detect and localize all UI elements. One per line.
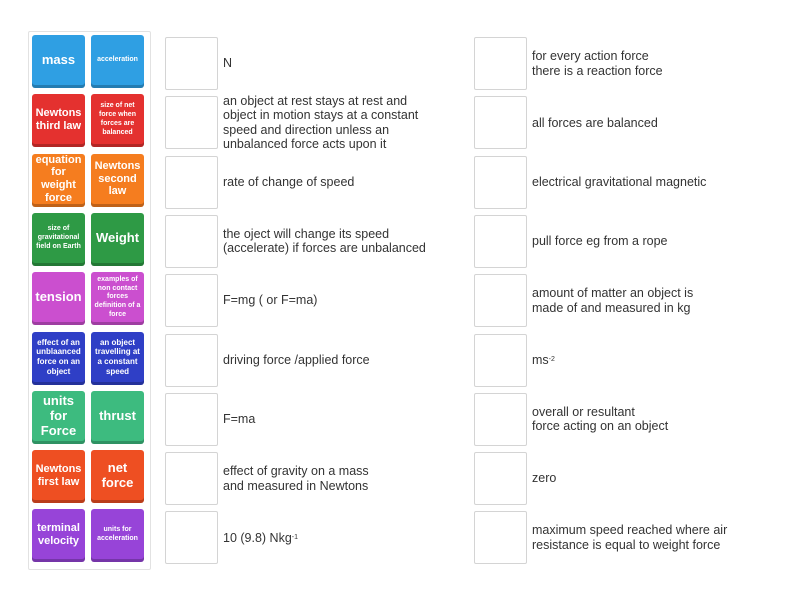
answer-tile[interactable]: thrust: [91, 391, 144, 444]
left-clue-label: the oject will change its speed (accelerate) if forces are unbalanced: [223, 226, 426, 256]
right-clue-text: [532, 334, 772, 387]
right-drop-slot[interactable]: [474, 96, 527, 149]
answer-tile[interactable]: Newtons first law: [32, 450, 85, 503]
answer-tile[interactable]: terminal velocity: [32, 509, 85, 562]
left-drop-slot[interactable]: [165, 334, 218, 387]
right-clue-label: amount of matter an object is made of and measured in kg: [532, 286, 694, 315]
right-clue-text: [532, 156, 772, 209]
right-clue-text: [532, 96, 772, 149]
answer-tile[interactable]: equation for weight force: [32, 154, 85, 207]
right-clue-label: ms: [532, 352, 549, 367]
left-clue-superscript: -1: [291, 533, 299, 541]
right-clue-superscript: -2: [548, 355, 555, 363]
right-drop-slot[interactable]: [474, 215, 527, 268]
right-drop-slot[interactable]: [474, 511, 527, 564]
answer-tile[interactable]: Weight: [91, 213, 144, 266]
left-drop-slot[interactable]: [165, 37, 218, 90]
right-clue-label: zero: [532, 471, 557, 486]
left-clue-text: [223, 37, 463, 90]
right-clue-text: [532, 511, 772, 564]
right-clue-label: overall or resultant force acting on an object: [532, 404, 669, 434]
left-clue-text: [223, 511, 463, 564]
left-drop-slot[interactable]: [165, 511, 218, 564]
answer-tile[interactable]: units for acceleration: [91, 509, 144, 562]
right-clue-label: maximum speed reached where air resistance is equal to weight force: [532, 523, 728, 552]
right-drop-slot[interactable]: [474, 452, 527, 505]
left-clue-label: driving force /applied force: [223, 352, 370, 367]
left-clue-text: [223, 452, 463, 505]
right-clue-label: electrical gravitational magnetic: [532, 174, 707, 189]
left-clue-label: an object at rest stays at rest and object in motion stays at a constant speed and direction unless an unbalanced force acts upon it: [223, 93, 419, 152]
answer-tile[interactable]: units for Force: [32, 391, 85, 444]
right-drop-slot[interactable]: [474, 156, 527, 209]
left-clue-label: rate of change of speed: [223, 174, 355, 189]
answer-tile[interactable]: tension: [32, 272, 85, 325]
right-drop-slot[interactable]: [474, 274, 527, 327]
right-clue-text: [532, 215, 772, 268]
left-drop-slot[interactable]: [165, 452, 218, 505]
left-drop-slot[interactable]: [165, 156, 218, 209]
answer-tile[interactable]: net force: [91, 450, 144, 503]
left-drop-slot[interactable]: [165, 215, 218, 268]
left-clue-text: [223, 393, 463, 446]
right-clue-label: for every action force there is a reaction force: [532, 49, 663, 78]
answer-tile[interactable]: Newtons third law: [32, 94, 85, 147]
answer-tile[interactable]: examples of non contact forces definition of a force: [91, 272, 144, 325]
answer-tile[interactable]: acceleration: [91, 35, 144, 88]
left-clue-text: [223, 215, 463, 268]
answer-tile[interactable]: mass: [32, 35, 85, 88]
right-clue-label: all forces are balanced: [532, 115, 658, 130]
left-clue-text: [223, 93, 463, 152]
answer-tile[interactable]: an object travelling at a constant speed: [91, 332, 144, 385]
answer-tile-bank: [28, 31, 151, 570]
left-clue-text: [223, 334, 463, 387]
right-clue-text: [532, 274, 772, 327]
right-clue-label: pull force eg from a rope: [532, 234, 668, 249]
right-clue-text: [532, 393, 772, 446]
left-clue-label: F=ma: [223, 412, 256, 427]
right-drop-slot[interactable]: [474, 393, 527, 446]
answer-tile[interactable]: size of net force when forces are balanced: [91, 94, 144, 147]
left-clue-label: N: [223, 56, 233, 71]
left-drop-slot[interactable]: [165, 393, 218, 446]
left-clue-label: effect of gravity on a mass and measured in Newtons: [223, 464, 369, 493]
right-drop-slot[interactable]: [474, 37, 527, 90]
answer-tile[interactable]: effect of an unblaanced force on an object: [32, 332, 85, 385]
right-clue-text: [532, 37, 772, 90]
left-clue-text: [223, 274, 463, 327]
right-clue-text: [532, 452, 772, 505]
left-clue-label: F=mg ( or F=ma): [223, 293, 318, 308]
left-clue-label: 10 (9.8) Nkg: [223, 530, 292, 545]
left-drop-slot[interactable]: [165, 96, 218, 149]
left-drop-slot[interactable]: [165, 274, 218, 327]
answer-tile[interactable]: size of gravitational field on Earth: [32, 213, 85, 266]
right-drop-slot[interactable]: [474, 334, 527, 387]
answer-tile[interactable]: Newtons second law: [91, 154, 144, 207]
left-clue-text: [223, 156, 463, 209]
